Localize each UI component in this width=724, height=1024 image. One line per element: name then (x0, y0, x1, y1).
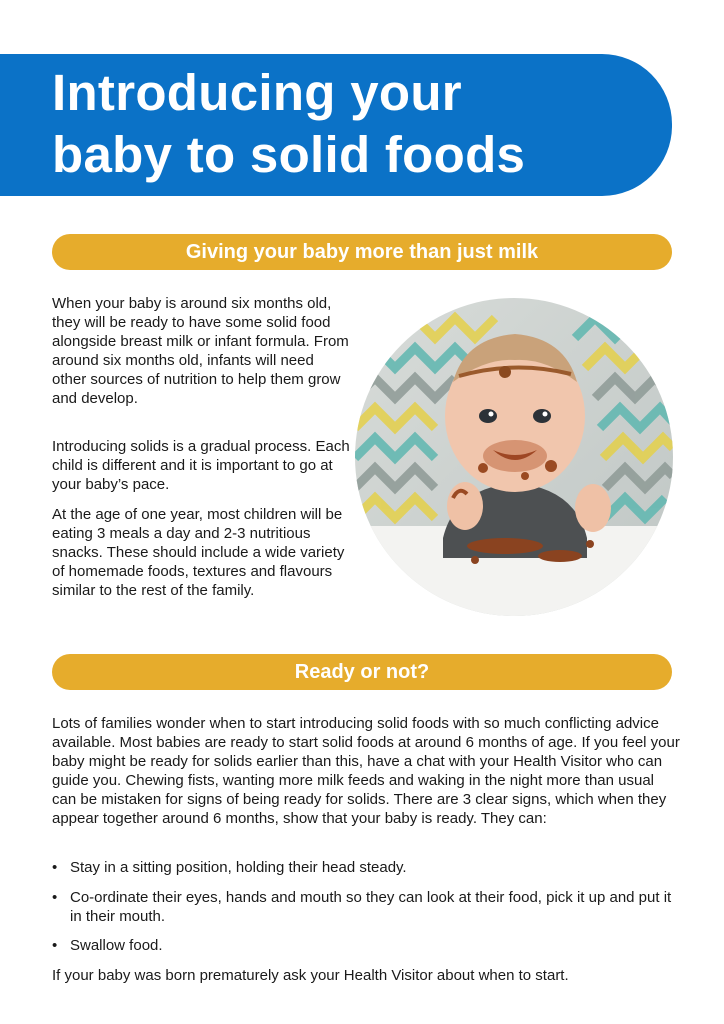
list-item-coordinate (52, 888, 682, 926)
list-item-text: Stay in a sitting position, holding their head steady. (70, 859, 407, 876)
paragraph-premature: If your baby was born prematurely ask your Health Visitor about when to start. (52, 967, 569, 984)
baby-photo (355, 298, 673, 616)
page-title-line-1: Introducing your (52, 64, 462, 121)
paragraph-when-to-start: Lots of families wonder when to start introducing solid foods with so much conflicting advice available. Most babies are ready to start solid foods at around 6 months of age. If you feel your baby might be ready for solids earlier than this, have a chat with your Health Visitor who can guide you. Chewing fists, wanting more milk feeds and waking in the night more than usual can be mistaken for signs of being ready for solids. There are 3 clear signs, which when they appear together around 6 months, show that your baby is ready. They can: (52, 715, 680, 827)
bullet-icon: • (52, 889, 58, 906)
section-heading-ready-or-not: Ready or not? (52, 654, 672, 690)
paragraph-gradual-process: Introducing solids is a gradual process. Each child is different and it is important to go at your baby’s pace. (52, 438, 350, 493)
list-item-sitting (52, 858, 682, 877)
section-heading-more-than-milk: Giving your baby more than just milk (52, 234, 672, 270)
paragraph-age-one: At the age of one year, most children will be eating 3 meals a day and 2-3 nutritious snacks. These should include a wide variety of homemade foods, textures and flavours similar to the rest of the family. (52, 506, 345, 599)
list-item-swallow (52, 936, 682, 955)
bullet-icon: • (52, 937, 58, 954)
paragraph-six-months: When your baby is around six months old, they will be ready to have some solid food alongside breast milk or infant formula. From around six months old, infants will need other sources of nutrition to help them grow and develop. (52, 295, 349, 407)
list-item-text: Co-ordinate their eyes, hands and mouth so they can look at their food, pick it up and put it in their mouth. (70, 889, 672, 925)
bullet-icon: • (52, 859, 58, 876)
list-item-text: Swallow food. (70, 937, 163, 954)
page-title-line-2: baby to solid foods (52, 126, 526, 183)
